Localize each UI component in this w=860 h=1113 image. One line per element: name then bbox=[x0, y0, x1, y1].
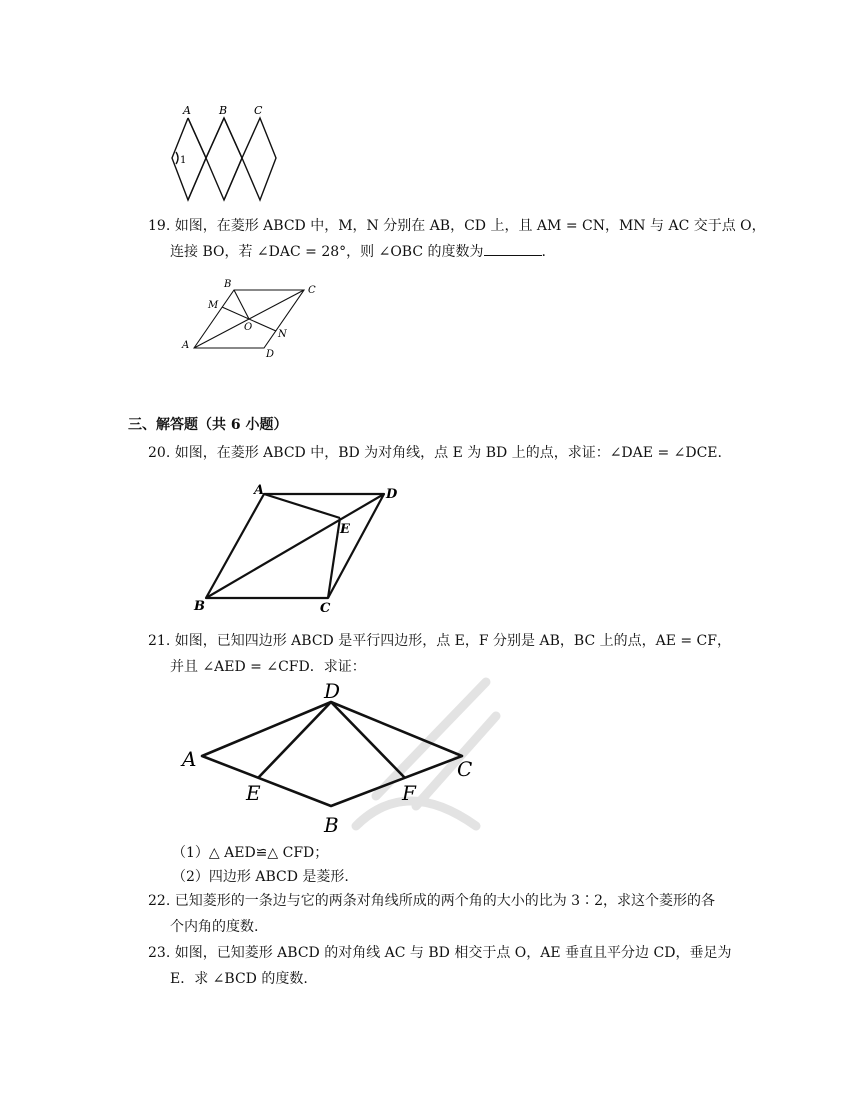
fig18-label-b: B bbox=[219, 104, 228, 117]
q23-line2: E．求 ∠BCD 的度数. bbox=[170, 971, 308, 987]
fig19-label-a: A bbox=[182, 340, 190, 351]
fig21-label-d: D bbox=[324, 679, 341, 703]
fig20-label-e: E bbox=[340, 522, 350, 537]
figure-q19-rhombus bbox=[180, 278, 330, 360]
figure-q20-rhombus bbox=[190, 478, 410, 618]
q19-answer-blank bbox=[484, 242, 542, 256]
fig21-label-e: E bbox=[246, 781, 261, 805]
fig20-label-b: B bbox=[194, 599, 205, 614]
fig21-label-a: A bbox=[182, 747, 197, 771]
fig19-label-d: D bbox=[266, 349, 275, 360]
q23-line1: 23. 如图，已知菱形 ABCD 的对角线 AC 与 BD 相交于点 O，AE 垂直且平分边 CD，垂足为 bbox=[148, 945, 732, 961]
fig19-label-m: M bbox=[208, 300, 219, 311]
q22-line2: 个内角的度数. bbox=[170, 919, 259, 935]
figure-q18-rhombi bbox=[160, 100, 290, 208]
fig19-label-b: B bbox=[224, 279, 232, 290]
q21-sub1: （1）△ AED≌△ CFD； bbox=[172, 845, 329, 861]
q19-line2-end: . bbox=[541, 244, 546, 260]
fig19-label-c: C bbox=[308, 285, 316, 296]
watermark-strokes bbox=[356, 682, 496, 826]
fig20-label-d: D bbox=[386, 487, 398, 502]
fig21-label-f: F bbox=[402, 781, 416, 805]
fig18-label-a: A bbox=[183, 104, 191, 117]
fig19-label-o: O bbox=[244, 322, 253, 333]
figure-q21-rhombus bbox=[176, 676, 506, 838]
q21-sub2: （2）四边形 ABCD 是菱形. bbox=[172, 869, 349, 885]
q20-line1: 20. 如图，在菱形 ABCD 中，BD 为对角线，点 E 为 BD 上的点，求证：∠DAE = ∠DCE. bbox=[148, 445, 722, 461]
q21-line2: 并且 ∠AED = ∠CFD．求证： bbox=[170, 659, 366, 675]
q22-line1: 22. 已知菱形的一条边与它的两条对角线所成的两个角的大小的比为 3∶2，求这个菱形的各 bbox=[148, 893, 715, 909]
q19-line2-text: 连接 BO，若 ∠DAC = 28°，则 ∠OBC 的度数为 bbox=[170, 244, 484, 260]
q21-line1: 21. 如图，已知四边形 ABCD 是平行四边形，点 E，F 分别是 AB，BC 上的点，AE = CF， bbox=[148, 633, 731, 649]
fig19-label-n: N bbox=[278, 329, 287, 340]
q19-line1: 19. 如图，在菱形 ABCD 中，M，N 分别在 AB，CD 上，且 AM = CN，MN 与 AC 交于点 O， bbox=[148, 218, 766, 234]
fig21-label-b: B bbox=[324, 813, 339, 837]
fig18-label-c: C bbox=[254, 104, 263, 117]
fig21-label-c: C bbox=[457, 757, 473, 781]
fig20-label-a: A bbox=[254, 483, 265, 498]
section3-title: 三、解答题（共 6 小题） bbox=[128, 417, 288, 433]
fig20-label-c: C bbox=[320, 601, 331, 616]
fig18-angle-label: 1 bbox=[180, 155, 187, 166]
q19-line2 bbox=[170, 242, 546, 262]
